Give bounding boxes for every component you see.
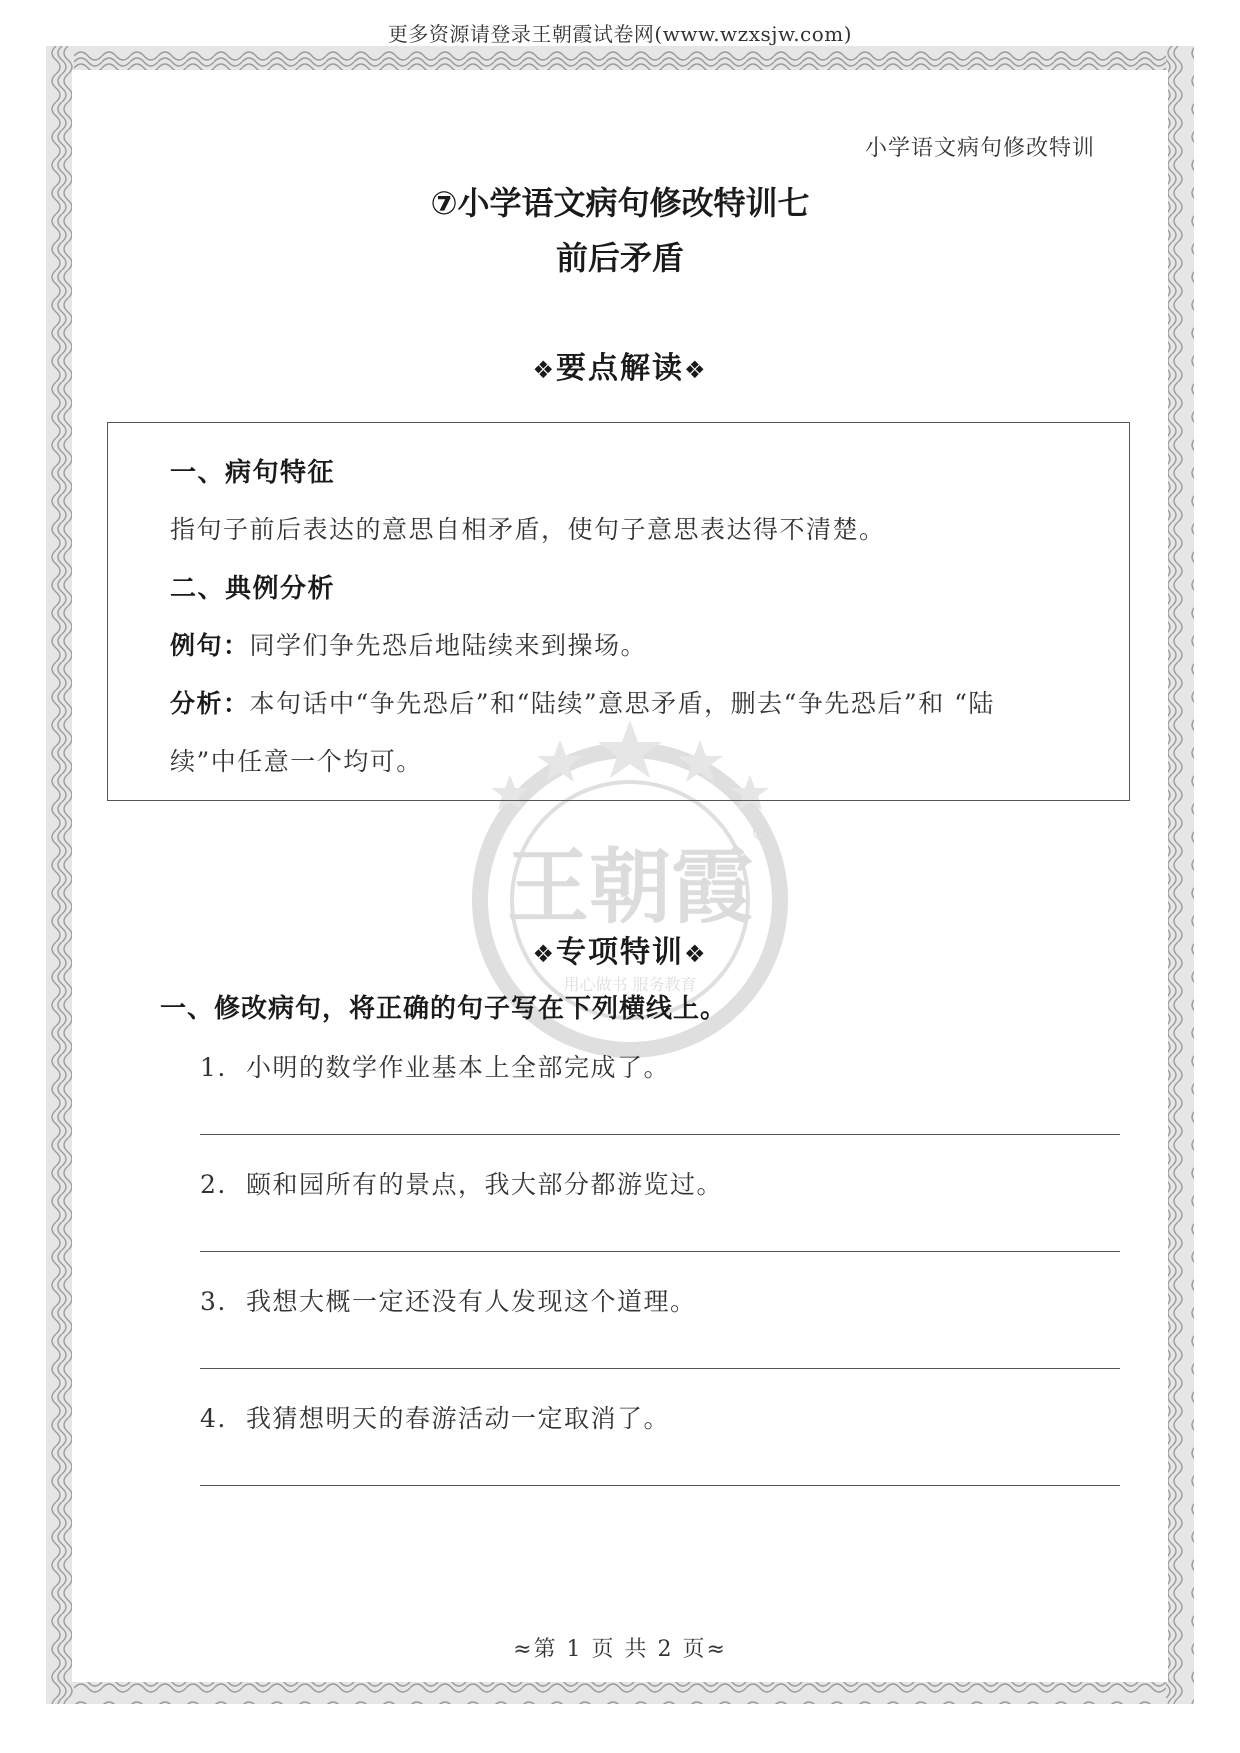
answer-line[interactable] (200, 1368, 1120, 1369)
question-text: 颐和园所有的景点，我大部分都游览过。 (246, 1170, 724, 1199)
section-label: 要点解读 (556, 351, 684, 386)
question-text: 我猜想明天的春游活动一定取消了。 (246, 1404, 671, 1433)
running-header: 小学语文病句修改特训 (864, 136, 1095, 161)
page-title: ⑦小学语文病句修改特训七 (430, 184, 810, 222)
top-banner: 更多资源请登录王朝霞试卷网(www.wzxsjw.com) (387, 22, 853, 46)
analysis-line-2: 续”中任意一个均可。 (170, 747, 423, 776)
answer-line[interactable] (200, 1485, 1120, 1486)
question-item (200, 1282, 697, 1318)
page-sheet (72, 70, 1168, 1682)
analysis-text: 本句话中“争先恐后”和“陆续”意思矛盾，删去“争先恐后”和 “陆 (249, 689, 995, 718)
question-number: 1. (200, 1053, 227, 1082)
example-label: 例句： (170, 631, 250, 660)
task-heading: 一、修改病句，将正确的句子写在下列横线上。 (160, 994, 728, 1024)
section-heading-special-training (0, 927, 1240, 971)
ornament-icon: ❖ (684, 356, 708, 384)
analysis-line-1 (170, 684, 995, 720)
question-number: 2. (200, 1170, 227, 1199)
question-item (200, 1048, 670, 1084)
question-number: 3. (200, 1287, 227, 1316)
ornament-icon: ❖ (684, 940, 708, 968)
question-text: 我想大概一定还没有人发现这个道理。 (246, 1287, 697, 1316)
question-item (200, 1399, 670, 1435)
question-text: 小明的数学作业基本上全部完成了。 (246, 1053, 671, 1082)
page-footer: ≈第 1 页 共 2 页≈ (513, 1637, 727, 1662)
answer-line[interactable] (200, 1134, 1120, 1135)
ornament-icon: ❖ (532, 356, 556, 384)
box-paragraph-features: 指句子前后表达的意思自相矛盾，使句子意思表达得不清楚。 (170, 515, 886, 544)
section-heading-key-points (0, 343, 1240, 387)
example-sentence (170, 626, 647, 662)
question-number: 4. (200, 1404, 227, 1433)
ornament-icon: ❖ (532, 940, 556, 968)
answer-line[interactable] (200, 1251, 1120, 1252)
box-heading-example: 二、典例分析 (170, 574, 336, 604)
analysis-label: 分析： (170, 689, 250, 718)
example-text: 同学们争先恐后地陆续来到操场。 (249, 631, 648, 660)
question-item (200, 1165, 723, 1201)
box-heading-features: 一、病句特征 (170, 458, 336, 488)
page-subtitle: 前后矛盾 (555, 239, 684, 277)
section-label: 专项特训 (556, 935, 684, 970)
